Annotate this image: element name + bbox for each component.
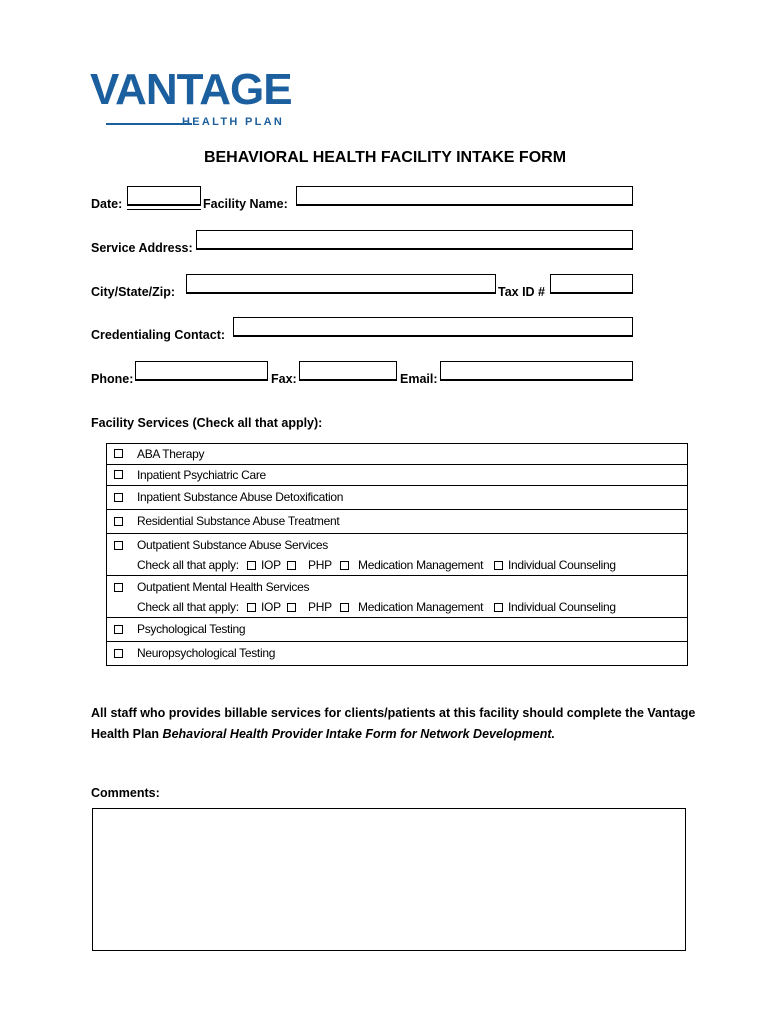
- omh-med-mgmt-checkbox[interactable]: [340, 603, 349, 612]
- osa-php-checkbox[interactable]: [287, 561, 296, 570]
- service-label: Outpatient Mental Health Services: [137, 580, 310, 594]
- omh-iop-checkbox[interactable]: [247, 603, 256, 612]
- individual-counseling-label: Individual Counseling: [508, 558, 616, 572]
- staff-note-form-name: Behavioral Health Provider Intake Form for Network Development.: [162, 727, 556, 741]
- city-state-zip-field[interactable]: [186, 274, 496, 294]
- fax-field[interactable]: [299, 361, 397, 381]
- logo-wordmark: VANTAGE: [90, 65, 292, 114]
- individual-counseling-label: Individual Counseling: [508, 600, 616, 614]
- email-field[interactable]: [440, 361, 633, 381]
- phone-label: Phone:: [91, 372, 134, 386]
- tax-id-field[interactable]: [550, 274, 633, 294]
- service-label: Inpatient Psychiatric Care: [137, 468, 266, 482]
- service-row: [107, 444, 687, 465]
- inpatient-detox-checkbox[interactable]: [114, 493, 123, 502]
- vantage-logo: [90, 48, 290, 130]
- credentialing-contact-label: Credentialing Contact:: [91, 328, 226, 342]
- service-row: [107, 576, 687, 618]
- phone-field[interactable]: [135, 361, 268, 381]
- php-label: PHP: [308, 600, 332, 614]
- omh-individual-checkbox[interactable]: [494, 603, 503, 612]
- outpatient-mental-checkbox[interactable]: [114, 583, 123, 592]
- logo-rule: [106, 123, 192, 125]
- neuropsych-testing-checkbox[interactable]: [114, 649, 123, 658]
- osa-med-mgmt-checkbox[interactable]: [340, 561, 349, 570]
- services-heading: Facility Services (Check all that apply):: [91, 416, 323, 430]
- service-row: [107, 510, 687, 534]
- services-table: [106, 443, 688, 666]
- facility-name-field[interactable]: [296, 186, 633, 206]
- date-underline: [127, 209, 201, 210]
- check-all-label: Check all that apply:: [137, 600, 239, 614]
- credentialing-contact-field[interactable]: [233, 317, 633, 337]
- email-label: Email:: [400, 372, 438, 386]
- city-state-zip-label: City/State/Zip:: [91, 285, 176, 299]
- fax-label: Fax:: [271, 372, 297, 386]
- comments-label: Comments:: [91, 786, 160, 800]
- staff-note-text: All staff who provides billable services for clients/patients at this facility should complete the Vantage Health Plan: [91, 706, 696, 741]
- aba-therapy-checkbox[interactable]: [114, 449, 123, 458]
- service-label: Residential Substance Abuse Treatment: [137, 514, 340, 528]
- form-title: BEHAVIORAL HEALTH FACILITY INTAKE FORM: [203, 149, 567, 166]
- service-row: [107, 486, 687, 510]
- staff-note: [91, 703, 711, 745]
- logo-subtitle: HEALTH PLAN: [182, 116, 285, 128]
- outpatient-substance-checkbox[interactable]: [114, 541, 123, 550]
- service-label: Psychological Testing: [137, 622, 246, 636]
- service-label: Neuropsychological Testing: [137, 646, 276, 660]
- check-all-label: Check all that apply:: [137, 558, 239, 572]
- omh-php-checkbox[interactable]: [287, 603, 296, 612]
- psychological-testing-checkbox[interactable]: [114, 625, 123, 634]
- date-label: Date:: [91, 197, 123, 211]
- tax-id-label: Tax ID #: [498, 285, 546, 299]
- comments-textarea[interactable]: [92, 808, 686, 951]
- service-row: [107, 534, 687, 576]
- service-label: Outpatient Substance Abuse Services: [137, 538, 328, 552]
- service-row: [107, 642, 687, 665]
- med-mgmt-label: Medication Management: [358, 600, 484, 614]
- osa-iop-checkbox[interactable]: [247, 561, 256, 570]
- iop-label: IOP: [261, 600, 281, 614]
- residential-treatment-checkbox[interactable]: [114, 517, 123, 526]
- php-label: PHP: [308, 558, 332, 572]
- iop-label: IOP: [261, 558, 281, 572]
- service-label: ABA Therapy: [137, 447, 205, 461]
- facility-name-label: Facility Name:: [203, 197, 288, 211]
- service-label: Inpatient Substance Abuse Detoxification: [137, 490, 344, 504]
- service-row: [107, 465, 687, 486]
- service-address-label: Service Address:: [91, 241, 193, 255]
- med-mgmt-label: Medication Management: [358, 558, 484, 572]
- service-row: [107, 618, 687, 642]
- service-address-field[interactable]: [196, 230, 633, 250]
- osa-individual-checkbox[interactable]: [494, 561, 503, 570]
- date-field[interactable]: [127, 186, 201, 206]
- inpatient-psychiatric-checkbox[interactable]: [114, 470, 123, 479]
